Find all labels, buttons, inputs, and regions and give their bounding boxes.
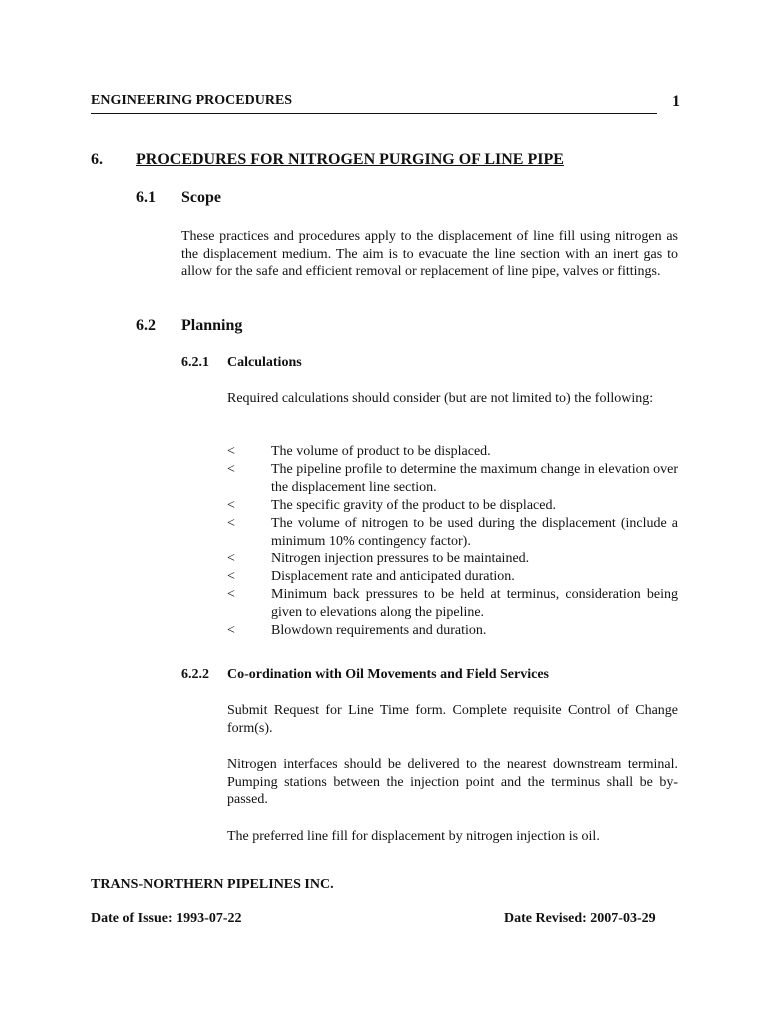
list-bullet: < — [227, 587, 235, 603]
list-item — [227, 461, 678, 497]
document-header-title: ENGINEERING PROCEDURES — [91, 93, 293, 108]
coordination-paragraph-2: Nitrogen interfaces should be delivered to the nearest downstream terminal. Pumping stations between the injection point and the terminus shall be by-passed. — [227, 757, 678, 807]
calculations-number: 6.2.1 — [181, 355, 209, 370]
calculations-list — [227, 443, 678, 640]
list-bullet: < — [227, 461, 235, 477]
section-number: 6. — [91, 151, 103, 168]
list-bullet: < — [227, 444, 235, 459]
list-item-text: The volume of product to be displaced. — [271, 444, 491, 459]
header-divider — [91, 113, 657, 114]
list-bullet: < — [227, 551, 235, 567]
planning-title: Planning — [181, 317, 243, 334]
footer-company: TRANS-NORTHERN PIPELINES INC. — [91, 877, 334, 892]
list-item — [227, 497, 678, 515]
list-bullet: < — [227, 623, 235, 639]
list-item-text: Displacement rate and anticipated duration. — [271, 569, 515, 585]
calculations-title: Calculations — [227, 355, 302, 370]
list-bullet: < — [227, 515, 235, 531]
scope-title: Scope — [181, 189, 221, 206]
list-item — [227, 568, 678, 586]
list-item — [227, 622, 678, 640]
section-title: PROCEDURES FOR NITROGEN PURGING OF LINE PIPE — [136, 151, 564, 168]
list-item-text: The specific gravity of the product to be displaced. — [271, 497, 556, 513]
planning-number: 6.2 — [136, 317, 156, 334]
list-item-text: Blowdown requirements and duration. — [271, 623, 487, 639]
coordination-paragraph-1: Submit Request for Line Time form. Complete requisite Control of Change form(s). — [227, 703, 678, 736]
list-item — [227, 586, 678, 622]
list-item — [227, 515, 678, 551]
list-bullet: < — [227, 569, 235, 585]
list-item-text: Nitrogen injection pressures to be maintained. — [271, 551, 530, 567]
list-bullet: < — [227, 497, 235, 513]
page-number: 1 — [672, 93, 680, 110]
list-item — [227, 443, 678, 461]
list-item-text: Minimum back pressures to be held at terminus, consideration being given to elevations along the pipeline. — [271, 587, 678, 621]
footer-date-of-issue: Date of Issue: 1993-07-22 — [91, 911, 242, 926]
list-item-text: The pipeline profile to determine the maximum change in elevation over the displacement line section. — [271, 461, 678, 495]
calculations-intro: Required calculations should consider (but are not limited to) the following: — [227, 391, 654, 406]
coordination-number: 6.2.2 — [181, 667, 209, 682]
scope-paragraph: These practices and procedures apply to the displacement of line fill using nitrogen as the displacement medium. The aim is to evacuate the line section with an inert gas to allow for the safe and efficient removal or replacement of line pipe, valves or fittings. — [181, 229, 678, 279]
footer-date-revised: Date Revised: 2007-03-29 — [504, 911, 656, 926]
list-item — [227, 550, 678, 568]
coordination-title: Co-ordination with Oil Movements and Field Services — [227, 667, 549, 682]
scope-number: 6.1 — [136, 189, 156, 206]
list-item-text: The volume of nitrogen to be used during the displacement (include a minimum 10% contingency factor). — [271, 515, 678, 549]
coordination-paragraph-3: The preferred line fill for displacement by nitrogen injection is oil. — [227, 829, 600, 844]
